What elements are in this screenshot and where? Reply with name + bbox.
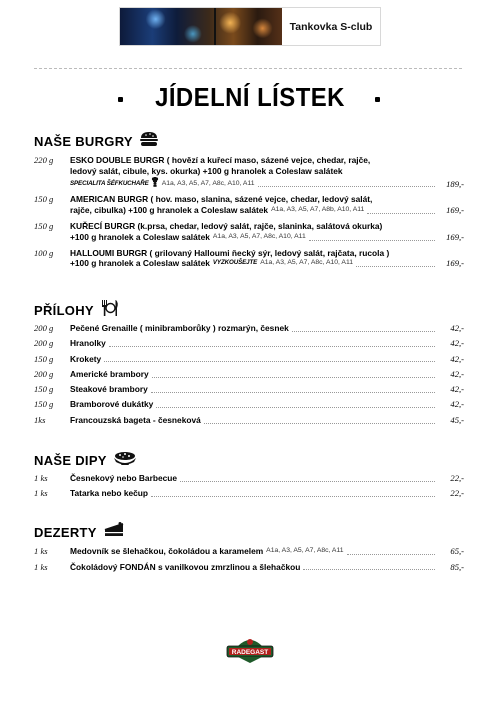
special-label: SPECIALITA ŠÉFKUCHAŘE: [70, 179, 149, 187]
sides-list: [34, 323, 464, 430]
item-name: Krokety: [70, 353, 102, 364]
item-qty: 150 g: [34, 194, 54, 205]
menu-item: [34, 155, 464, 189]
menu-item: [34, 323, 464, 338]
item-qty: 1 ks: [34, 473, 48, 483]
menu-item: [34, 221, 464, 243]
item-price: 45,-: [450, 414, 464, 425]
section-dips: [34, 450, 464, 470]
menu-item: [34, 369, 464, 384]
item-price: 169,-: [446, 205, 464, 216]
special-label: VYZKOUŠEJTE: [212, 259, 258, 267]
radegast-logo: [224, 636, 276, 664]
item-qty: 150 g: [34, 353, 54, 364]
item-name: Bramborové dukátky: [70, 399, 154, 410]
item-qty: 1 ks: [34, 546, 48, 556]
item-allergens: A1a, A3, A5, A7, A8c, A11: [266, 547, 344, 554]
menu-item: [34, 488, 464, 503]
item-name-cont: rajče, cibulka) +100 g hranolek a Coleslaw salátek: [70, 205, 269, 216]
burger-icon: [139, 131, 159, 152]
item-name: Medovník se šlehačkou, čokoládou a karamelem: [70, 546, 264, 556]
item-price: 65,-: [450, 546, 464, 556]
section-title: NAŠE DIPY: [34, 452, 107, 468]
item-name-cont: +100 g hranolek a Coleslaw salátek: [70, 258, 210, 269]
title-bullet-right: [375, 97, 380, 102]
item-name: Steakové brambory: [70, 384, 148, 395]
item-price: 169,-: [446, 231, 464, 242]
item-name: AMERICAN BURGR ( hov. maso, slanina, sázené vejce, chedar, ledový salát,: [70, 194, 373, 205]
item-name: Pečené Grenaille ( minibramborůky ) rozmarýn, česnek: [70, 323, 289, 333]
item-name: Hranolky: [70, 338, 106, 349]
item-price: 22,-: [450, 473, 464, 483]
item-price: 42,-: [450, 384, 464, 395]
menu-item: [34, 194, 464, 216]
chef-icon: [151, 177, 159, 190]
menu-item: [34, 399, 464, 414]
section-title: PŘÍLOHY: [34, 302, 94, 318]
page-title: JÍDELNÍ LÍSTEK: [155, 82, 345, 112]
item-allergens: A1a, A3, A5, A7, A8c, A10, A11: [260, 259, 354, 267]
item-price: 42,-: [450, 368, 464, 379]
item-name-cont: ledový salát, cibule, kys. okurka) +100 g hranolek a Coleslaw salátek: [70, 165, 343, 176]
menu-item: [34, 546, 464, 562]
item-name: HALLOUMI BURGR ( grilovaný Halloumi ňecký sýr, ledový salát, rajčata, rucola ): [70, 247, 390, 258]
item-qty: 200 g: [34, 368, 54, 379]
item-price: 189,-: [446, 178, 464, 189]
menu-item: [34, 338, 464, 353]
item-name-cont: +100 g hranolek a Coleslaw salátek: [70, 231, 210, 242]
item-name: Tatarka nebo kečup: [70, 488, 149, 498]
item-name: Čokoládový FONDÁN s vanilkovou zmrzlinou a šlehačkou: [70, 561, 301, 572]
item-price: 169,-: [446, 258, 464, 269]
item-price: 42,-: [450, 353, 464, 364]
item-qty: 150 g: [34, 384, 54, 395]
section-title: NAŠE BURGRY: [34, 133, 133, 149]
menu-item: [34, 562, 464, 578]
item-price: 42,-: [450, 323, 464, 333]
item-price: 22,-: [450, 488, 464, 498]
item-qty: 220 g: [34, 155, 54, 165]
dip-bowl-icon: [113, 450, 137, 471]
item-name: Americké brambory: [70, 368, 149, 379]
item-qty: 200 g: [34, 338, 54, 349]
item-qty: 1 ks: [34, 488, 48, 498]
burger-list: [34, 155, 464, 269]
club-name: Tankovka S-club: [289, 20, 373, 33]
section-title: DEZERTY: [34, 524, 97, 540]
section-burgers: [34, 131, 464, 151]
cutlery-icon: [100, 299, 120, 322]
item-price: 42,-: [450, 338, 464, 349]
item-name: Česnekový nebo Barbecue: [70, 473, 178, 483]
section-desserts: [34, 522, 464, 542]
header-banner: [119, 7, 381, 46]
item-name: Francouzská bageta - česneková: [70, 414, 201, 425]
item-qty: 100 g: [34, 247, 54, 258]
item-qty: 1 ks: [34, 561, 48, 572]
item-allergens: A1a, A3, A5, A7, A8c, A10, A11: [212, 232, 306, 240]
menu-item: [34, 248, 464, 270]
logo-text: RADEGAST: [231, 649, 269, 656]
item-qty: 200 g: [34, 323, 54, 333]
item-name: KUŘECÍ BURGR (k.prsa, chedar, ledový salát, rajče, slaninka, salátová okurka): [70, 220, 383, 231]
menu-item: [34, 473, 464, 488]
item-price: 42,-: [450, 399, 464, 410]
item-price: 85,-: [450, 561, 464, 572]
item-name: ESKO DOUBLE BURGR ( hovězí a kuřecí maso, sázené vejce, chedar, rajče,: [70, 155, 371, 165]
item-qty: 150 g: [34, 220, 54, 231]
menu-item: [34, 384, 464, 399]
header-separator: [34, 68, 462, 69]
menu-item: [34, 415, 464, 430]
cake-icon: [103, 522, 125, 543]
item-allergens: A1a, A3, A5, A7, A8b, A10, A11: [271, 206, 365, 214]
item-qty: 150 g: [34, 399, 54, 410]
section-sides: [34, 300, 464, 320]
item-allergens: A1a, A3, A5, A7, A8c, A10, A11: [161, 179, 255, 187]
item-qty: 1ks: [34, 414, 46, 425]
dips-list: [34, 473, 464, 503]
desserts-list: [34, 546, 464, 577]
club-photo: [120, 8, 282, 45]
menu-item: [34, 354, 464, 369]
